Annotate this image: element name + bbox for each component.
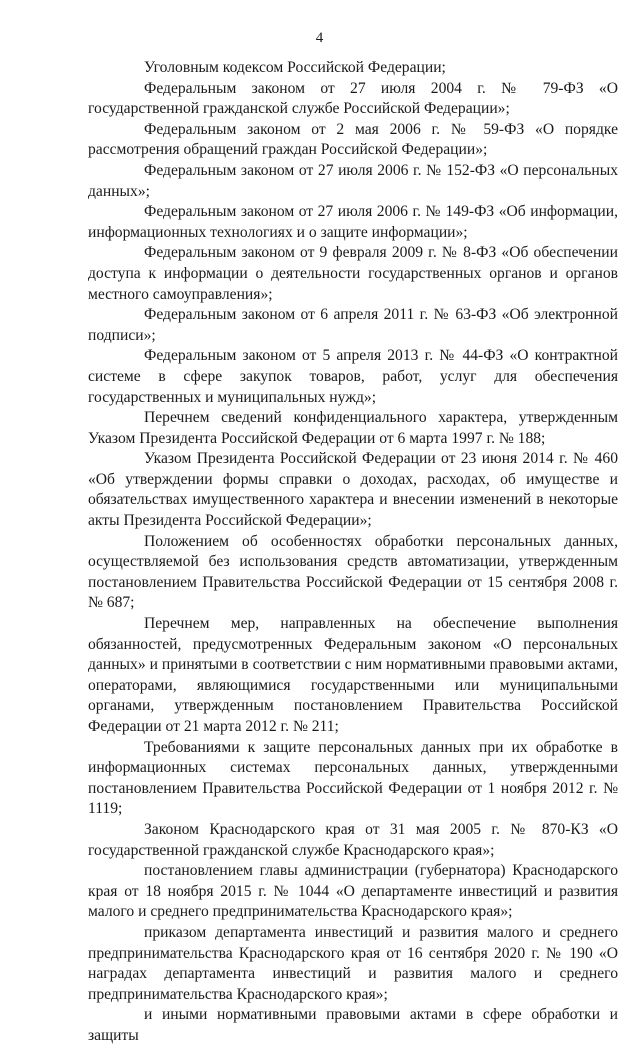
paragraph-law-870-kz: Законом Краснодарского края от 31 мая 2005 г. № 870-КЗ «О государственной гражданской службе Краснодарского края»; bbox=[88, 820, 618, 859]
paragraph-other-acts: и иными нормативными правовыми актами в сфере обработки и защиты bbox=[88, 1006, 618, 1044]
paragraph-law-63-fz: Федеральным законом от 6 апреля 2011 г. № 63-ФЗ «Об электронной подписи»; bbox=[88, 306, 618, 344]
page-number: 4 bbox=[315, 30, 324, 46]
paragraph-regulation-687: Положением об особенностях обработки персональных данных, осуществляемой без использования средств автоматизации, утвержденным постановлением Правительства Российской Федерации от 15 сентября 2008 г. № 687; bbox=[88, 532, 618, 612]
paragraph-regulation-1119: Требованиями к защите персональных данных при их обработке в информационных системах персональных данных, утвержденными постановлением Правительства Российской Федерации от 1 ноября 2012 г. № 1119; bbox=[88, 738, 618, 818]
paragraph-law-152-fz: Федеральным законом от 27 июля 2006 г. № 152-ФЗ «О персональных данных»; bbox=[88, 161, 618, 200]
legal-basis-list bbox=[88, 58, 618, 1047]
paragraph-law-79-fz: Федеральным законом от 27 июля 2004 г. № 79-ФЗ «О государственной гражданской службе Российской Федерации»; bbox=[88, 79, 618, 118]
paragraph-law-59-fz: Федеральным законом от 2 мая 2006 г. № 59-ФЗ «О порядке рассмотрения обращений граждан Российской Федерации»; bbox=[88, 120, 618, 159]
paragraph-order-190: приказом департамента инвестиций и развития малого и среднего предпринимательства Краснодарского края от 16 сентября 2020 г. № 190 «О наградах департамента инвестиций и развития малого и среднего предпринимательства Краснодарского края»; bbox=[88, 923, 618, 1003]
paragraph-criminal-code: Уголовным кодексом Российской Федерации; bbox=[144, 59, 446, 76]
paragraph-resolution-1044: постановлением главы администрации (губернатора) Краснодарского края от 18 ноября 2015 г. № 1044 «О департаменте инвестиций и развития малого и среднего предпринимательства Краснодарского края»; bbox=[88, 862, 618, 921]
paragraph-law-44-fz: Федеральным законом от 5 апреля 2013 г. № 44-ФЗ «О контрактной системе в сфере закупок товаров, работ, услуг для обеспечения государственных и муниципальных нужд»; bbox=[88, 347, 618, 406]
paragraph-regulation-211: Перечнем мер, направленных на обеспечение выполнения обязанностей, предусмотренных Федеральным законом «О персональных данных» и принятыми в соответствии с ним нормативными правовыми актами, операторами, являющимися государственными или муниципальными органами, утвержденным постановлением Правительства Российской Федерации от 21 марта 2012 г. № 211; bbox=[88, 615, 618, 735]
paragraph-decree-188: Перечнем сведений конфиденциального характера, утвержденным Указом Президента Российской Федерации от 6 марта 1997 г. № 188; bbox=[88, 409, 618, 447]
paragraph-law-8-fz: Федеральным законом от 9 февраля 2009 г. № 8-ФЗ «Об обеспечении доступа к информации о деятельности государственных органов и органов местного самоуправления»; bbox=[88, 244, 618, 303]
paragraph-decree-460: Указом Президента Российской Федерации от 23 июня 2014 г. № 460 «Об утверждении формы справки о доходах, расходах, об имуществе и обязательствах имущественного характера и внесении изменений в некоторые акты Президента Российской Федерации»; bbox=[88, 450, 618, 530]
paragraph-law-149-fz: Федеральным законом от 27 июля 2006 г. № 149-ФЗ «Об информации, информационных технологиях и о защите информации»; bbox=[88, 203, 618, 241]
